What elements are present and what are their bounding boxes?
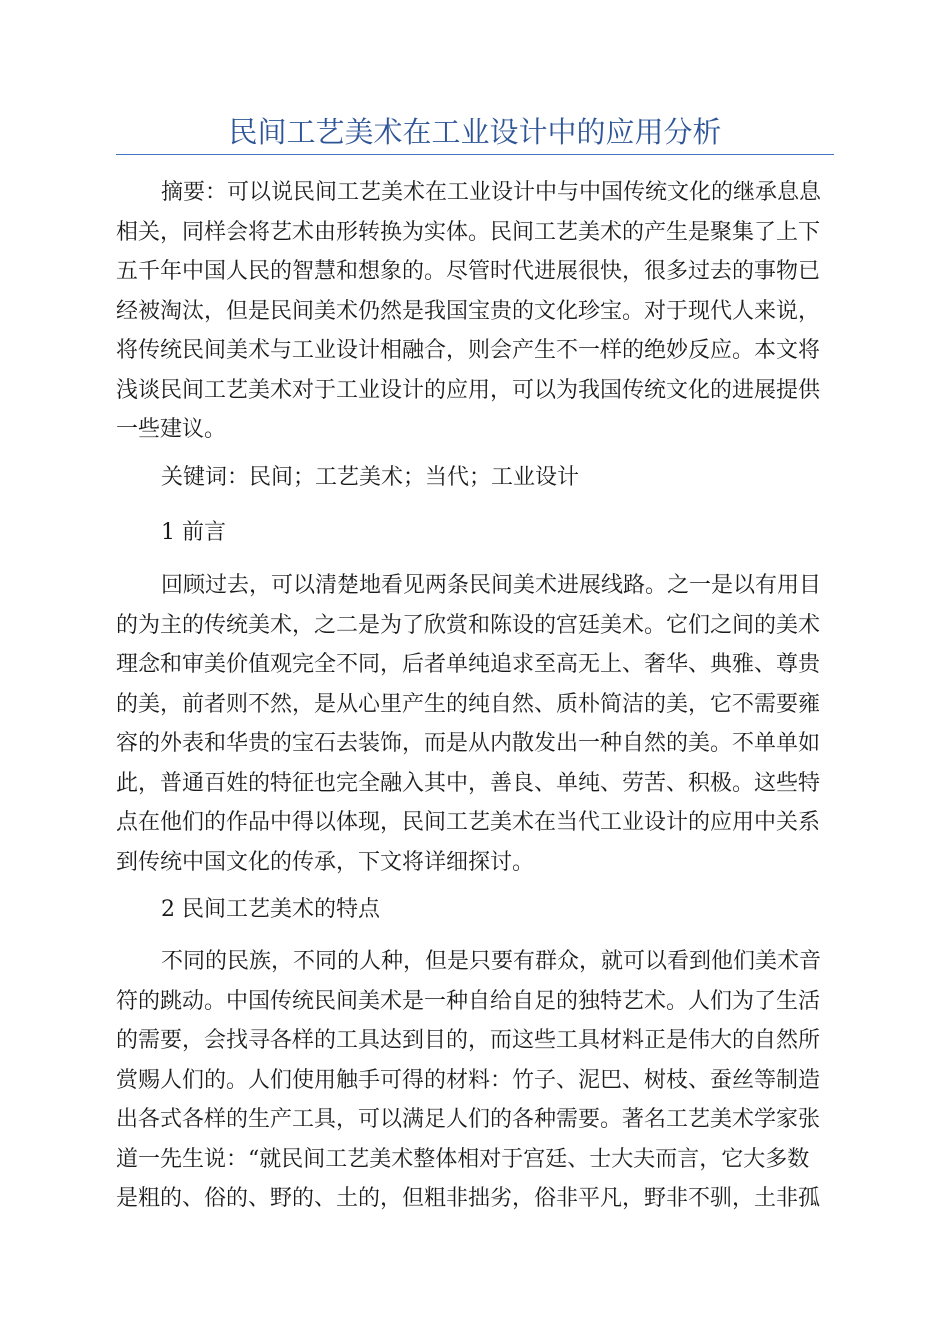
abstract-line: 相关，同样会将艺术由形转换为实体。民间工艺美术的产生是聚集了上下 (116, 219, 821, 245)
section2-line: 符的跳动。中国传统民间美术是一种自给自足的独特艺术。人们为了生活 (116, 988, 821, 1014)
section2-line: 不同的民族，不同的人种，但是只要有群众，就可以看到他们美术音 (161, 949, 822, 974)
section-heading-text: 2 民间工艺美术的特点 (161, 897, 380, 922)
section-heading-2 (116, 890, 834, 930)
section2-paragraph (116, 942, 834, 1219)
section1-line: 理念和审美价值观完全不同，后者单纯追求至高无上、奢华、典雅、尊贵 (116, 652, 821, 677)
abstract-line: 将传统民间美术与工业设计相融合，则会产生不一样的绝妙反应。本文将 (116, 338, 821, 363)
section2-line: 赏赐人们的。人们使用触手可得的材料：竹子、泥巴、树枝、蚕丝等制造 (116, 1067, 821, 1093)
abstract-line: 一些建议。 (116, 417, 227, 442)
section-heading-1 (116, 513, 834, 553)
abstract-line: 经被淘汰，但是民间美术仍然是我国宝贵的文化珍宝。对于现代人来说， (116, 298, 821, 324)
section2-line: 道一先生说：“就民间工艺美术整体相对于宫廷、士大夫而言，它大多数 (116, 1146, 810, 1172)
section1-line: 到传统中国文化的传承，下文将详细探讨。 (116, 849, 535, 875)
section1-line: 回顾过去，可以清楚地看见两条民间美术进展线路。之一是以有用目 (161, 573, 822, 598)
abstract-line: 浅谈民间工艺美术对于工业设计的应用，可以为我国传统文化的进展提供 (116, 377, 821, 403)
section1-line: 的美，前者则不然，是从心里产生的纯自然、质朴简洁的美，它不需要雍 (116, 691, 821, 717)
section2-line: 出各式各样的生产工具，可以满足人们的各种需要。著名工艺美术学家张 (116, 1107, 821, 1132)
abstract-line: 摘要：可以说民间工艺美术在工业设计中与中国传统文化的继承息息 (161, 180, 822, 205)
section2-line: 是粗的、俗的、野的、土的，但粗非拙劣，俗非平凡，野非不驯，土非孤 (116, 1186, 821, 1211)
section1-line: 点在他们的作品中得以体现，民间工艺美术在当代工业设计的应用中关系 (116, 810, 821, 835)
section1-paragraph (116, 566, 834, 882)
section-heading-text: 1 前言 (161, 520, 226, 545)
abstract-paragraph (116, 173, 834, 450)
section1-line: 容的外表和华贵的宝石去装饰，而是从内散发出一种自然的美。不单单如 (116, 731, 821, 756)
title-underline (116, 154, 834, 155)
section2-line: 的需要，会找寻各样的工具达到目的，而这些工具材料正是伟大的自然所 (116, 1028, 821, 1053)
keywords-text: 关键词：民间；工艺美术；当代；工业设计 (161, 465, 580, 490)
keywords-line (116, 458, 834, 498)
document-title: 民间工艺美术在工业设计中的应用分析 (228, 115, 722, 149)
abstract-line: 五千年中国人民的智慧和想象的。尽管时代进展很快，很多过去的事物已 (116, 259, 821, 284)
section1-line: 的为主的传统美术，之二是为了欣赏和陈设的宫廷美术。它们之间的美术 (116, 612, 821, 638)
section1-line: 此，普通百姓的特征也完全融入其中，善良、单纯、劳苦、积极。这些特 (116, 770, 821, 796)
